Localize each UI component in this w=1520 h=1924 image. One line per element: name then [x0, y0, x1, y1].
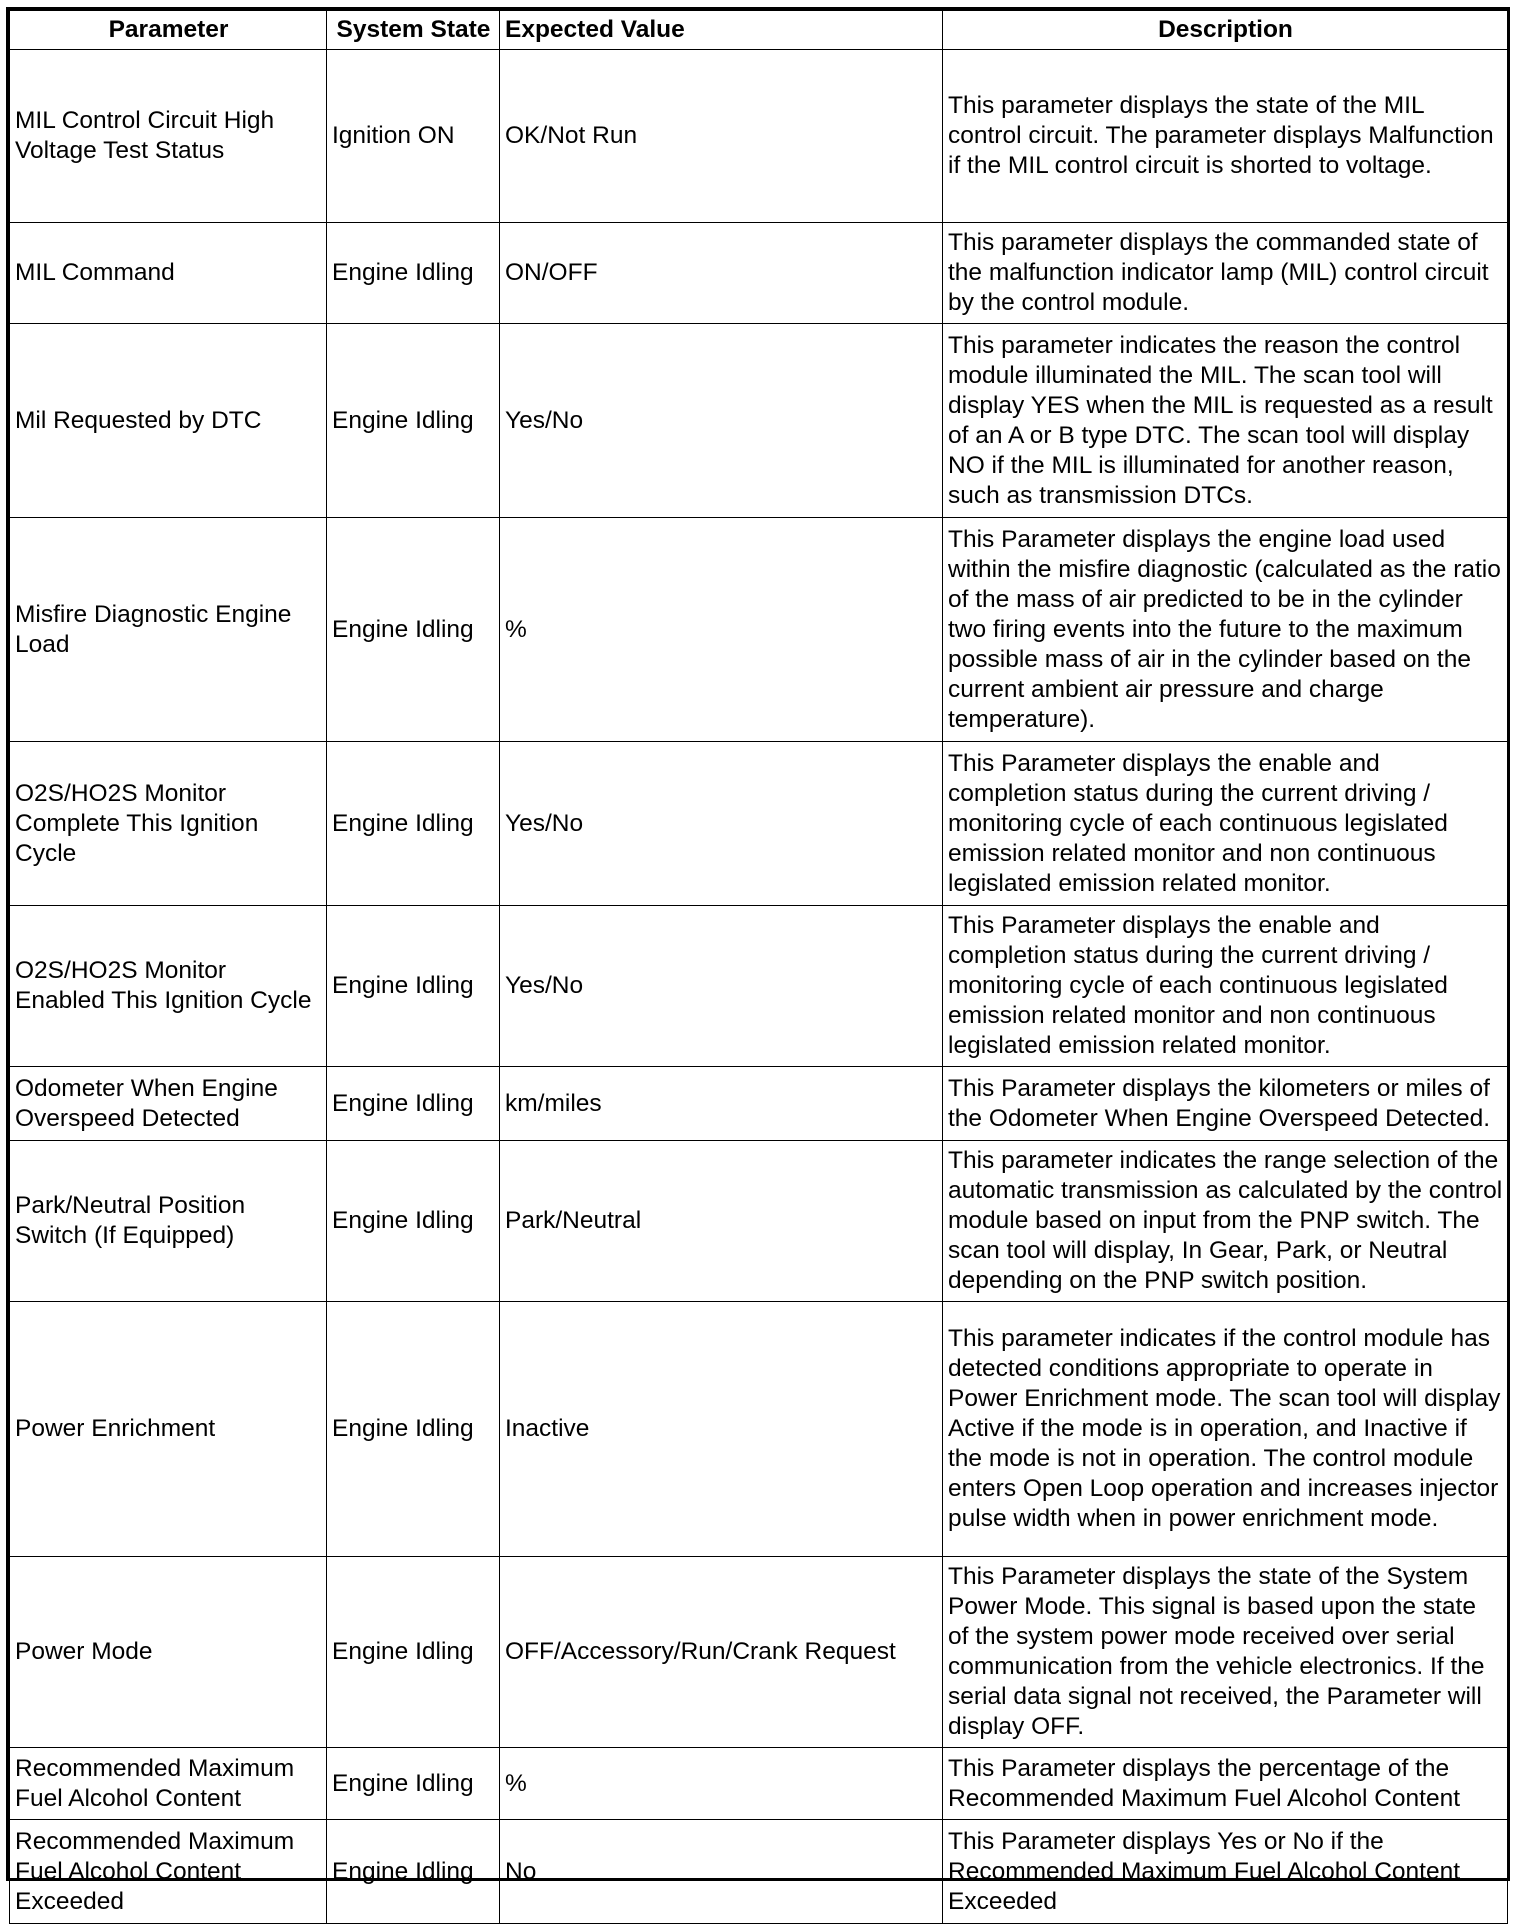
parameter-table: [9, 10, 1508, 1924]
cell-system-state: Engine Idling: [327, 1557, 500, 1748]
header-parameter: Parameter: [10, 11, 327, 50]
cell-parameter: O2S/HO2S Monitor Complete This Ignition Cycle: [10, 742, 327, 906]
cell-parameter: Mil Requested by DTC: [10, 324, 327, 518]
cell-system-state: Engine Idling: [327, 1748, 500, 1820]
table-row: [10, 223, 1508, 324]
table-row: [10, 1820, 1508, 1924]
header-expected-value: Expected Value: [500, 11, 943, 50]
cell-expected-value: km/miles: [500, 1067, 943, 1141]
cell-expected-value: No: [500, 1820, 943, 1924]
cell-parameter: Power Mode: [10, 1557, 327, 1748]
table-row: [10, 1302, 1508, 1557]
cell-expected-value: %: [500, 518, 943, 742]
cell-description: This parameter indicates if the control module has detected conditions appropriate to operate in Power Enrichment mode. The scan tool will display Active if the mode is in operation, and Inactive if the mode is not in operation. The control module enters Open Loop operation and increases injector pulse width when in power enrichment mode.: [943, 1302, 1508, 1557]
cell-parameter: Odometer When Engine Overspeed Detected: [10, 1067, 327, 1141]
cell-expected-value: Yes/No: [500, 906, 943, 1067]
cell-system-state: Engine Idling: [327, 223, 500, 324]
header-description: Description: [943, 11, 1508, 50]
cell-parameter: MIL Control Circuit High Voltage Test Status: [10, 50, 327, 223]
cell-description: This parameter indicates the reason the control module illuminated the MIL. The scan tool will display YES when the MIL is requested as a result of an A or B type DTC. The scan tool will display NO if the MIL is illuminated for another reason, such as transmission DTCs.: [943, 324, 1508, 518]
cell-system-state: Engine Idling: [327, 742, 500, 906]
cell-system-state: Engine Idling: [327, 1302, 500, 1557]
cell-system-state: Engine Idling: [327, 1067, 500, 1141]
table-header: [10, 11, 1508, 50]
cell-expected-value: ON/OFF: [500, 223, 943, 324]
cell-parameter: Power Enrichment: [10, 1302, 327, 1557]
cell-parameter: O2S/HO2S Monitor Enabled This Ignition Cycle: [10, 906, 327, 1067]
cell-system-state: Engine Idling: [327, 324, 500, 518]
table-row: [10, 1557, 1508, 1748]
cell-expected-value: OK/Not Run: [500, 50, 943, 223]
cell-parameter: Park/Neutral Position Switch (If Equipped): [10, 1141, 327, 1302]
cell-expected-value: Inactive: [500, 1302, 943, 1557]
table-body: [10, 50, 1508, 1924]
cell-description: This Parameter displays the engine load used within the misfire diagnostic (calculated as the ratio of the mass of air predicted to be in the cylinder two firing events into the future to the maximum possible mass of air in the cylinder based on the current ambient air pressure and charge temperature).: [943, 518, 1508, 742]
cell-description: This parameter displays the state of the MIL control circuit. The parameter displays Malfunction if the MIL control circuit is shorted to voltage.: [943, 50, 1508, 223]
table-row: [10, 50, 1508, 223]
cell-expected-value: Yes/No: [500, 324, 943, 518]
cell-parameter: Recommended Maximum Fuel Alcohol Content: [10, 1748, 327, 1820]
cell-parameter: MIL Command: [10, 223, 327, 324]
cell-description: This Parameter displays the percentage of the Recommended Maximum Fuel Alcohol Content: [943, 1748, 1508, 1820]
cell-expected-value: Yes/No: [500, 742, 943, 906]
cell-description: This Parameter displays Yes or No if the Recommended Maximum Fuel Alcohol Content Exceeded: [943, 1820, 1508, 1924]
cell-description: This Parameter displays the kilometers or miles of the Odometer When Engine Overspeed Detected.: [943, 1067, 1508, 1141]
table-row: [10, 324, 1508, 518]
header-system-state: System State: [327, 11, 500, 50]
header-row: [10, 11, 1508, 50]
cell-expected-value: %: [500, 1748, 943, 1820]
cell-system-state: Engine Idling: [327, 906, 500, 1067]
table-row: [10, 1067, 1508, 1141]
cell-parameter: Recommended Maximum Fuel Alcohol Content Exceeded: [10, 1820, 327, 1924]
cell-description: This parameter indicates the range selection of the automatic transmission as calculated by the control module based on input from the PNP switch. The scan tool will display, In Gear, Park, or Neutral depending on the PNP switch position.: [943, 1141, 1508, 1302]
cell-description: This Parameter displays the enable and completion status during the current driving / monitoring cycle of each continuous legislated emission related monitor and non continuous legislated emission related monitor.: [943, 742, 1508, 906]
cell-system-state: Engine Idling: [327, 1820, 500, 1924]
table-row: [10, 518, 1508, 742]
cell-parameter: Misfire Diagnostic Engine Load: [10, 518, 327, 742]
table-row: [10, 1748, 1508, 1820]
table-row: [10, 742, 1508, 906]
cell-description: This Parameter displays the enable and completion status during the current driving / monitoring cycle of each continuous legislated emission related monitor and non continuous legislated emission related monitor.: [943, 906, 1508, 1067]
cell-description: This Parameter displays the state of the System Power Mode. This signal is based upon the state of the system power mode received over serial communication from the vehicle electronics. If the serial data signal not received, the Parameter will display OFF.: [943, 1557, 1508, 1748]
document-page: [6, 7, 1510, 1915]
cell-expected-value: Park/Neutral: [500, 1141, 943, 1302]
cell-system-state: Engine Idling: [327, 518, 500, 742]
cell-description: This parameter displays the commanded state of the malfunction indicator lamp (MIL) control circuit by the control module.: [943, 223, 1508, 324]
cell-system-state: Engine Idling: [327, 1141, 500, 1302]
cell-expected-value: OFF/Accessory/Run/Crank Request: [500, 1557, 943, 1748]
table-row: [10, 1141, 1508, 1302]
table-row: [10, 906, 1508, 1067]
cell-system-state: Ignition ON: [327, 50, 500, 223]
